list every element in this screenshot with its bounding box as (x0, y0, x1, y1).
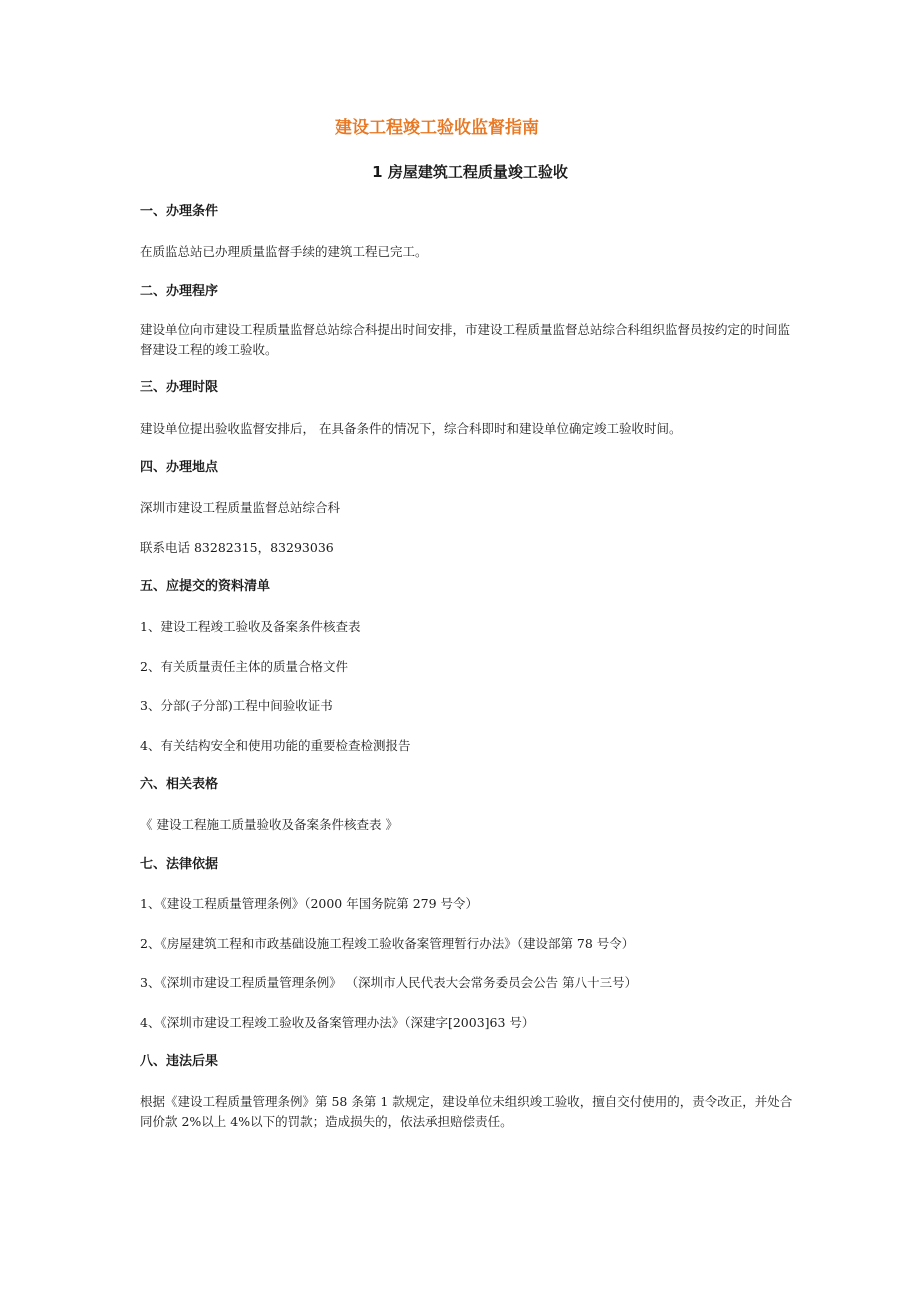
section-paragraph: 根据《建设工程质量管理条例》第 58 条第 1 款规定，建设单位未组织竣工验收，擅自交付使用的，责令改正，并处合同价款 2%以上 4%以下的罚款；造成损失的，依法承担赔偿责任。 (140, 1094, 793, 1129)
section-heading-consequences: 八、违法后果 (140, 1054, 219, 1069)
section-heading-time-limit: 三、办理时限 (140, 380, 219, 395)
list-item: 2、有关质量责任主体的质量合格文件 (140, 659, 348, 674)
section-text: 在质监总站已办理质量监督手续的建筑工程已完工。 (140, 244, 428, 259)
list-item: 4、有关结构安全和使用功能的重要检查检测报告 (140, 738, 411, 753)
section-text: 建设单位提出验收监督安排后， 在具备条件的情况下，综合科即时和建设单位确定竣工验收时间。 (140, 421, 682, 436)
list-item: 4、《深圳市建设工程竣工验收及备案管理办法》（深建字[2003]63 号） (140, 1015, 535, 1030)
section-paragraph: 建设单位向市建设工程质量监督总站综合科提出时间安排，市建设工程质量监督总站综合科组织监督员按约定的时间监督建设工程的竣工验收。 (140, 322, 791, 357)
section-heading-procedure: 二、办理程序 (140, 284, 219, 299)
section-heading-conditions: 一、办理条件 (140, 204, 219, 219)
document-title: 建设工程竣工验收监督指南 (335, 118, 539, 138)
section-heading-materials: 五、应提交的资料清单 (140, 579, 271, 594)
list-item: 3、《深圳市建设工程质量管理条例》 （深圳市人民代表大会常务委员会公告 第八十三号） (140, 975, 638, 990)
section-heading-forms: 六、相关表格 (140, 777, 219, 792)
list-item: 2、《房屋建筑工程和市政基础设施工程竣工验收备案管理暂行办法》（建设部第 78 号令） (140, 936, 635, 951)
list-item: 3、分部(子分部)工程中间验收证书 (140, 698, 333, 713)
section-heading-location: 四、办理地点 (140, 460, 219, 475)
section-heading-legal-basis: 七、法律依据 (140, 857, 219, 872)
list-item: 1、《建设工程质量管理条例》（2000 年国务院第 279 号令） (140, 896, 479, 911)
document-subtitle: 1 房屋建筑工程质量竣工验收 (372, 163, 568, 181)
location-text: 深圳市建设工程质量监督总站综合科 (140, 500, 341, 515)
list-item: 1、建设工程竣工验收及备案条件核查表 (140, 619, 361, 634)
contact-phone: 联系电话 83282315，83293036 (140, 540, 334, 555)
related-form-link[interactable]: 《 建设工程施工质量验收及备案条件核查表 》 (140, 817, 398, 832)
